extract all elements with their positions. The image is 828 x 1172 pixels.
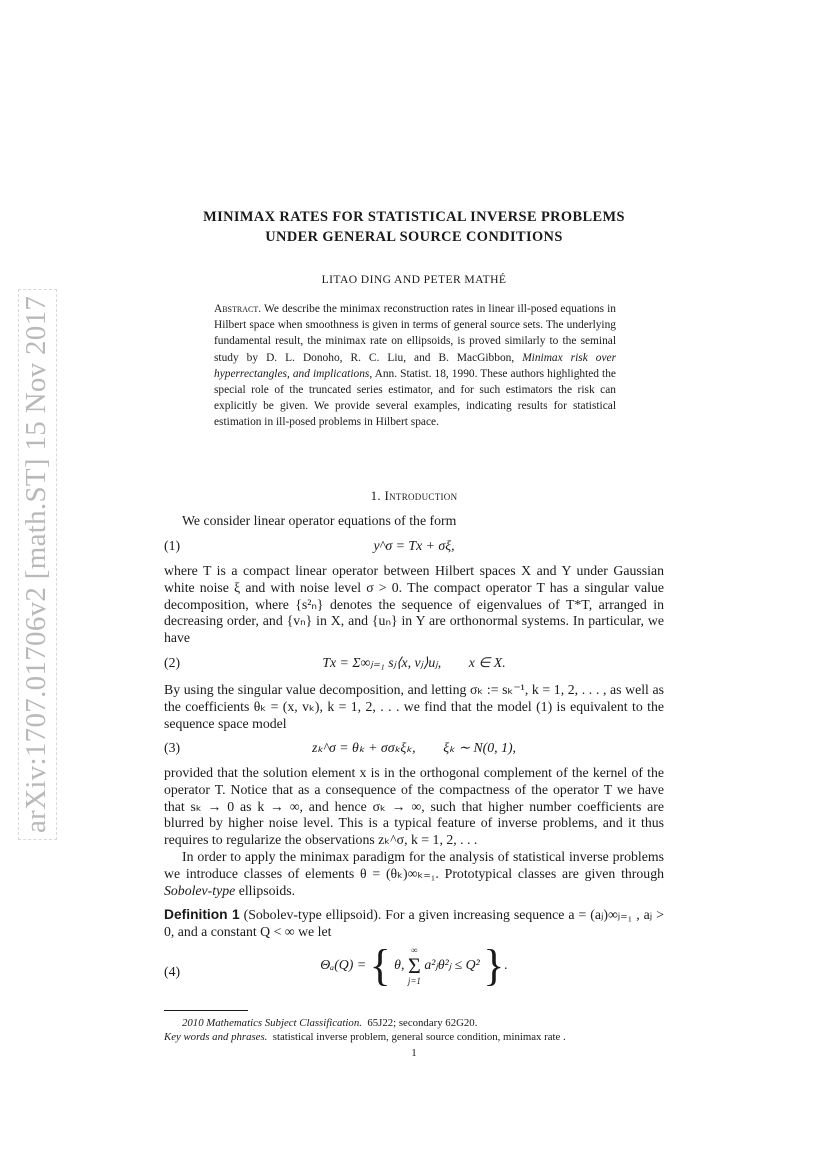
definition-text: (Sobolev-type ellipsoid). For a given increasing sequence a = (aⱼ)∞ⱼ₌₁ , aⱼ > 0, and a constant Q < ∞ we let — [164, 907, 664, 939]
footnote-keywords: Key words and phrases. statistical inverse problem, general source condition, minimax rate . — [164, 1031, 566, 1043]
sobolev-type-emphasis: Sobolev-type — [164, 882, 236, 898]
authors: LITAO DING AND PETER MATHÉ — [321, 273, 507, 286]
abstract — [214, 301, 616, 431]
equation-3: zₖ^σ = θₖ + σσₖξₖ, ξₖ ∼ N(0, 1), — [311, 740, 517, 755]
paper-title-line-1: MINIMAX RATES FOR STATISTICAL INVERSE PROBLEMS — [203, 209, 625, 225]
definition-1 — [164, 907, 664, 941]
paragraph-1: We consider linear operator equations of the form — [182, 513, 457, 528]
footnote-rule — [164, 1010, 248, 1011]
equation-2: Tx = Σ∞ⱼ₌₁ sⱼ⟨x, vⱼ⟩uⱼ, x ∈ X. — [322, 655, 506, 670]
arxiv-sidebar-stamp: arXiv:1707.01706v2 [math.ST] 15 Nov 2017 — [18, 289, 57, 840]
equation-1: y^σ = Tx + σξ, — [373, 538, 455, 553]
equation-3-number: (3) — [164, 740, 181, 755]
equation-4: Θₐ(Q) = { θ, ∞ Σ j=1 a²ⱼθ²ⱼ ≤ Q² }. — [320, 941, 508, 990]
footnote-msc: 2010 Mathematics Subject Classification. 65J22; secondary 62G20. — [182, 1017, 478, 1029]
section-heading-introduction: 1. Introduction — [370, 488, 458, 503]
page-number: 1 — [411, 1047, 417, 1059]
abstract-text-2: , Ann. Statist. 18, 1990. These authors highlighted the special role of the truncated series estimator, and for such estimators the risk can explicitly be given. We provide several examples, indicating results for statistical estimation in ill-posed problems in Hilbert space. — [214, 367, 616, 429]
abstract-label: Abstract. — [214, 303, 262, 315]
paragraph-5: In order to apply the minimax paradigm for the analysis of statistical inverse problems we introduce classes of elements θ = (θₖ)∞ₖ₌₁. Prototypical classes are given through Sobolev-type ellipsoids. — [164, 849, 664, 898]
paragraph-2: where T is a compact linear operator between Hilbert spaces X and Y under Gaussian white noise ξ and with noise level σ > 0. The compact operator T has a singular value decomposition, where {s²ₙ} denotes the sequence of eigenvalues of T*T, arranged in decreasing order, and {vₙ} in X, and {uₙ} in Y are orthonormal systems. In particular, we have — [164, 563, 664, 646]
abstract-text: We describe the minimax reconstruction rates in linear ill-posed equations in Hilbert space when smoothness is given in terms of general source sets. The underlying fundamental result, the minimax rate on ellipsoids, is proved similarly to the seminal study by D. L. Donoho, R. C. Liu, and B. MacGibbon, — [214, 303, 616, 364]
definition-label: Definition 1 — [164, 907, 240, 922]
equation-4-number: (4) — [164, 964, 181, 979]
abstract-cited-title: Minimax risk over hyperrectangles, and implications — [214, 351, 616, 380]
equation-2-number: (2) — [164, 655, 181, 670]
paragraph-4: provided that the solution element x is in the orthogonal complement of the kernel of the operator T. Notice that as a consequence of the compactness of the operator T we have that sₖ → 0 as k → ∞, and hence σₖ → ∞, such that higher number coefficients are blurred by higher noise level. This is a typical feature of inverse problems, and it thus requires to regularize the observations zₖ^σ, k = 1, 2, . . . — [164, 765, 664, 848]
paragraph-3: By using the singular value decomposition, and letting σₖ := sₖ⁻¹, k = 1, 2, . . . , as well as the coefficients θₖ = (x, vₖ), k = 1, 2, . . . we find that the model (1) is equivalent to the sequence space model — [164, 682, 664, 731]
paper-title-line-2: UNDER GENERAL SOURCE CONDITIONS — [265, 229, 563, 245]
equation-1-number: (1) — [164, 538, 181, 553]
